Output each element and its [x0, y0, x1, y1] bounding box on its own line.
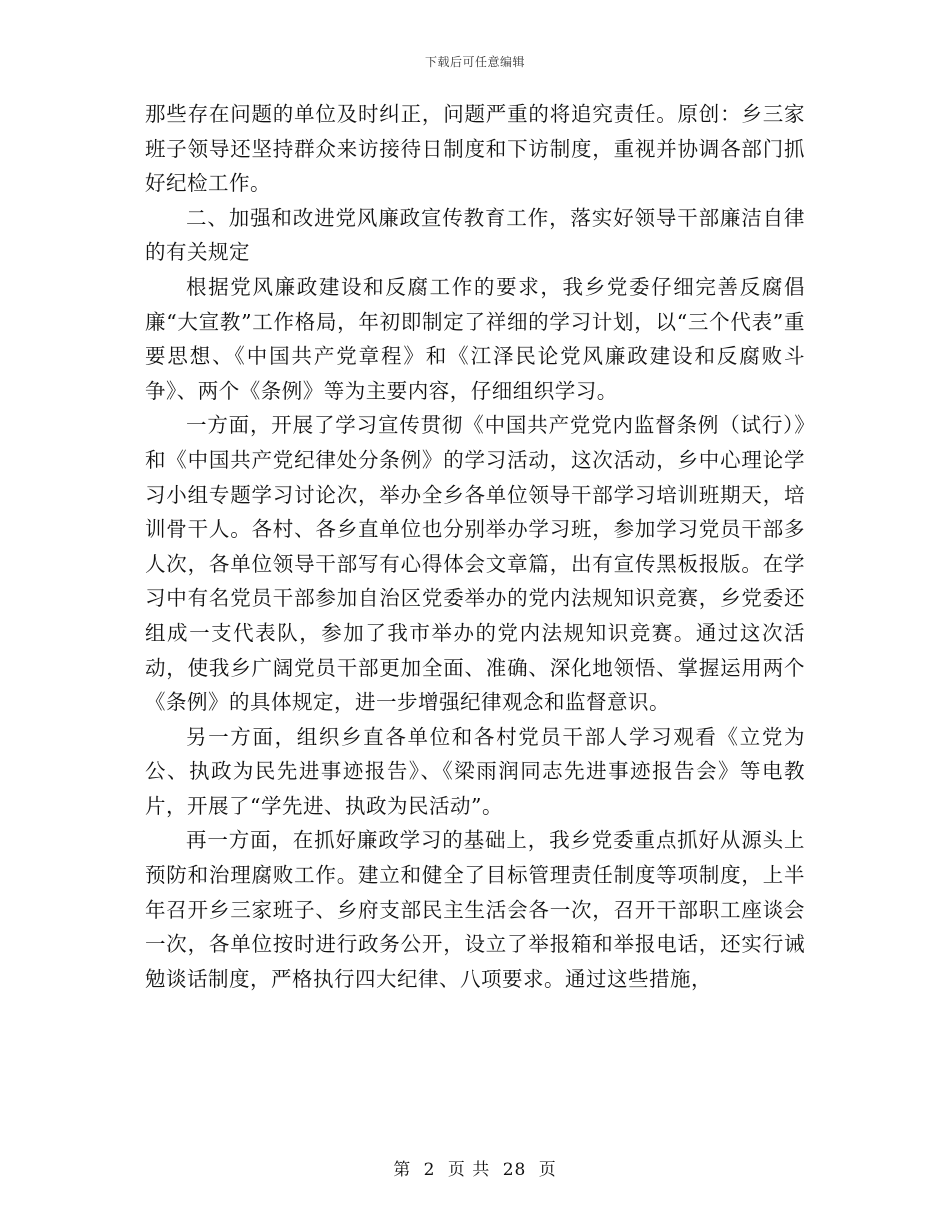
paragraph-1: 那些存在问题的单位及时纠正，问题严重的将追究责任。原创：乡三家班子领导还坚持群众来访接待日制度和下访制度，重视并协调各部门抓好纪检工作。 — [145, 102, 805, 196]
paragraph-3: 根据党风廉政建设和反腐工作的要求，我乡党委仔细完善反腐倡廉“大宣教”工作格局，年初即制定了祥细的学习计划，以“三个代表”重要思想、《中国共产党章程》和《江泽民论党风廉政建设和反腐败斗争》、两个《条例》等为主要内容，仔细组织学习。 — [145, 274, 805, 403]
paragraph-5: 另一方面，组织乡直各单位和各村党员干部人学习观看《立党为公、执政为民先进事迹报告》、《梁雨润同志先进事迹报告会》等电教片，开展了“学先进、执政为民活动”。 — [145, 724, 805, 818]
current-page-number: 2 — [423, 1160, 436, 1180]
footer-prefix: 第 — [393, 1160, 412, 1180]
page-footer — [0, 1155, 950, 1180]
total-pages: 28 — [502, 1160, 527, 1180]
footer-suffix: 页 — [538, 1160, 557, 1180]
document-body — [145, 97, 805, 996]
footer-middle: 页 共 — [447, 1160, 491, 1180]
paragraph-2-section-heading: 二、加强和改进党风廉政宣传教育工作，落实好领导干部廉洁自律的有关规定 — [145, 205, 805, 265]
paragraph-6: 再一方面，在抓好廉政学习的基础上，我乡党委重点抓好从源头上预防和治理腐败工作。建立和健全了目标管理责任制度等项制度，上半年召开乡三家班子、乡府支部民主生活会各一次，召开干部职工座谈会一次，各单位按时进行政务公开，设立了举报箱和举报电话，还实行诫勉谈话制度，严格执行四大纪律、八项要求。通过这些措施， — [145, 828, 805, 991]
page-header-note: 下载后可任意编辑 — [424, 55, 525, 69]
paragraph-4: 一方面，开展了学习宣传贯彻《中国共产党党内监督条例（试行）》和《中国共产党纪律处分条例》的学习活动，这次活动，乡中心理论学习小组专题学习讨论次，举办全乡各单位领导干部学习培训班期天，培训骨干人。各村、各乡直单位也分别举办学习班，参加学习党员干部多人次，各单位领导干部写有心得体会文章篇，出有宣传黑板报版。在学习中有名党员干部参加自治区党委举办的党内法规知识竞赛，乡党委还组成一支代表队，参加了我市举办的党内法规知识竞赛。通过这次活动，使我乡广阔党员干部更加全面、准确、深化地领悟、掌握运用两个《条例》的具体规定，进一步增强纪律观念和监督意识。 — [145, 413, 805, 715]
